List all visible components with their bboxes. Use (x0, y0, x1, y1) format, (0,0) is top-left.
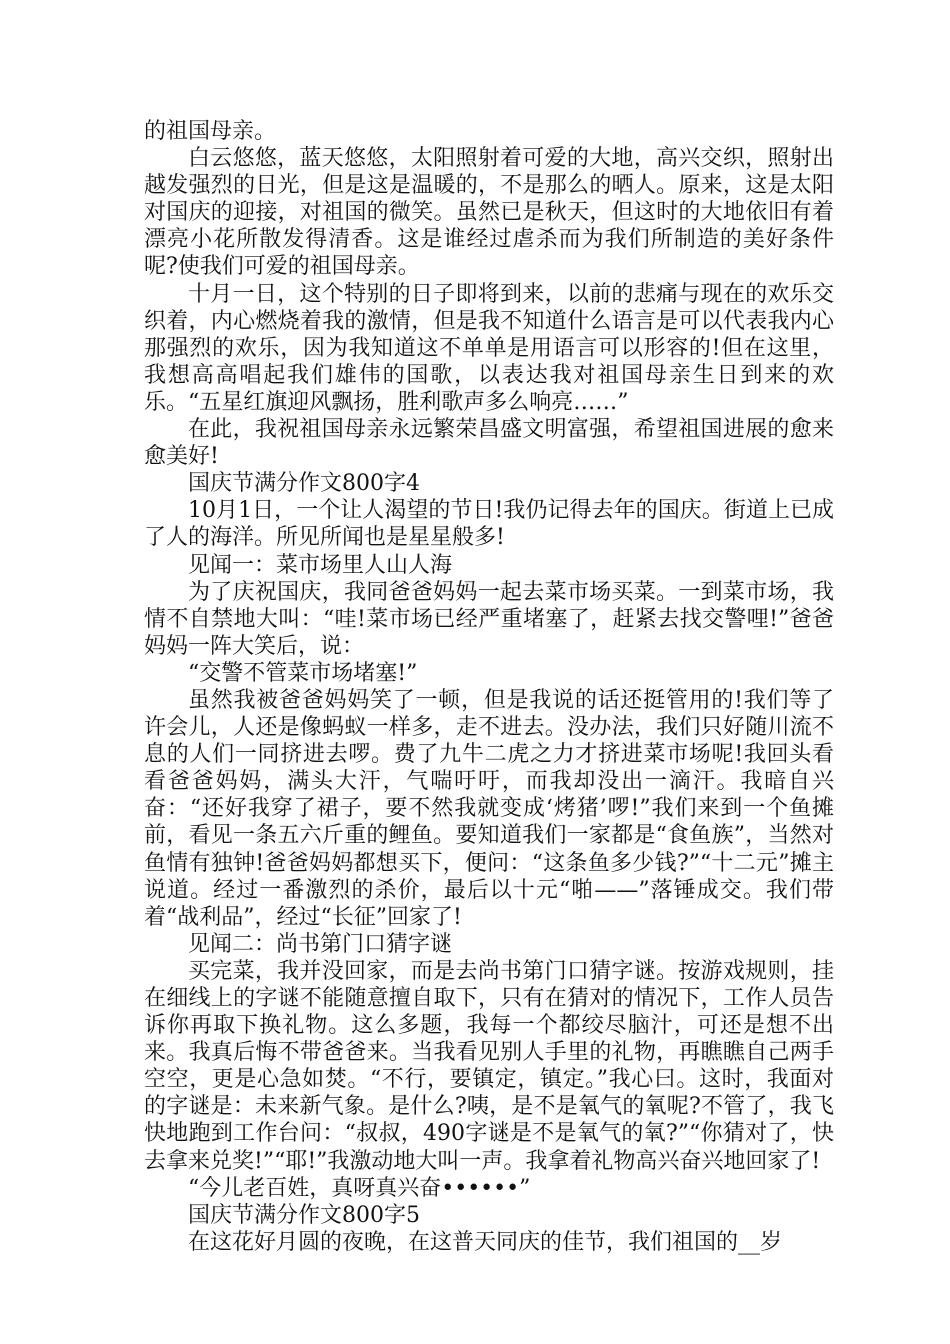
essay-heading-5: 国庆节满分作文800字5 (188, 1202, 420, 1228)
paragraph-6: 10月1日，一个让人渴望的节日!我仍记得去年的国庆。街道上已成了人的海洋。所见所闻也是星星般多! (144, 498, 834, 551)
paragraph-10: 虽然我被爸爸妈妈笑了一顿，但是我说的话还挺管用的!我们等了许会儿，人还是像蚂蚁一样多，走不进去。没办法，我们只好随川流不息的人们一同挤进去啰。费了九牛二虎之力才挤进菜市场呢!我回头看看爸爸妈妈，满头大汗，气喘吁吁，而我却没出一滴汗。我暗自兴奋：“还好我穿了裙子，要不然我就变成‘烤猪’啰!”我们来到一个鱼摊前，看见一条五六斤重的鲤鱼。要知道我们一家都是“食鱼族”，当然对鱼情有独钟!爸爸妈妈都想买下，便问：“这条鱼多少钱?”“十二元”摊主说道。经过一番激烈的杀价，最后以十元“啪——”落锤成交。我们带着“战利品”，经过“长征”回家了! (144, 687, 834, 930)
paragraph-2: 白云悠悠，蓝天悠悠，太阳照射着可爱的大地，高兴交织，照射出越发强烈的日光，但是这是温暖的，不是那么的晒人。原来，这是太阳对国庆的迎接，对祖国的微笑。虽然已是秋天，但这时的大地依旧有着漂亮小花所散发得清香。这是谁经过虐杀而为我们所制造的美好条件呢?使我们可爱的祖国母亲。 (144, 146, 834, 280)
paragraph-9: “交警不管菜市场堵塞!” (188, 660, 418, 686)
paragraph-3: 十月一日，这个特别的日子即将到来，以前的悲痛与现在的欢乐交织着，内心燃烧着我的激情，但是我不知道什么语言是可以代表我内心那强烈的欢乐，因为我知道这不单单是用语言可以形容的!但在这里，我想高高唱起我们雄伟的国歌，以表达我对祖国母亲生日到来的欢乐。“五星红旗迎风飘扬，胜利歌声多么响亮……” (144, 281, 834, 415)
paragraph-15: 在这花好月圆的夜晚，在这普天同庆的佳节，我们祖国的__岁 (188, 1229, 783, 1255)
paragraph-4: 在此，我祝祖国母亲永远繁荣昌盛文明富强，希望祖国进展的愈来愈美好! (144, 417, 834, 470)
paragraph-13: “今儿老百姓，真呀真兴奋••••••” (188, 1175, 531, 1201)
paragraph-1: 的祖国母亲。 (144, 119, 277, 144)
paragraph-8: 为了庆祝国庆，我同爸爸妈妈一起去菜市场买菜。一到菜市场，我情不自禁地大叫：“哇!菜市场已经严重堵塞了，赶紧去找交警哩!”爸爸妈妈一阵大笑后，说： (144, 579, 834, 659)
document-page (144, 118, 834, 1256)
essay-heading-4: 国庆节满分作文800字4 (188, 471, 420, 497)
subheading-2: 见闻二：尚书第门口猜字谜 (188, 931, 453, 957)
paragraph-12: 买完菜，我并没回家，而是去尚书第门口猜字谜。按游戏规则，挂在细线上的字谜不能随意擅自取下，只有在猜对的情况下，工作人员告诉你再取下换礼物。这么多题，我每一个都绞尽脑汁，可还是想不出来。我真后悔不带爸爸来。当我看见别人手里的礼物，再瞧瞧自己两手空空，更是心急如焚。“不行，要镇定，镇定。”我心曰。这时，我面对的字谜是：未来新气象。是什么?咦，是不是氧气的氧呢?不管了，我飞快地跑到工作台问：“叔叔，490字谜是不是氧气的氧?”“你猜对了，快去拿来兑奖!”“耶!”我激动地大叫一声。我拿着礼物高兴奋兴地回家了! (144, 958, 834, 1174)
subheading-1: 见闻一：菜市场里人山人海 (188, 552, 453, 578)
